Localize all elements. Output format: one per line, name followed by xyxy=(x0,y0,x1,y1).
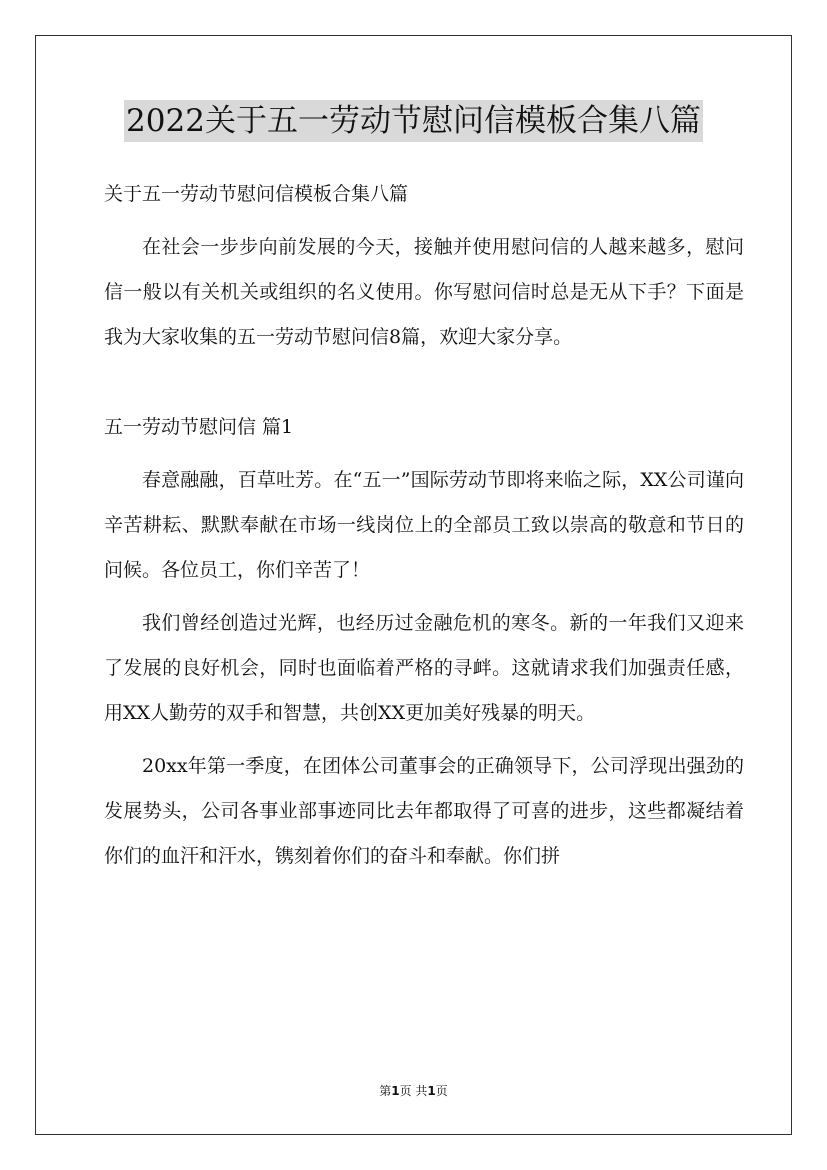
page-footer xyxy=(0,1082,827,1099)
body-paragraph-1: 春意融融，百草吐芳。在“五一”国际劳动节即将来临之际，XX公司谨向辛苦耕耘、默默奉献在市场一线岗位上的全部员工致以崇高的敬意和节日的问候。各位员工，你们辛苦了！ xyxy=(104,469,744,581)
intro-paragraph: 在社会一步步向前发展的今天，接触并使用慰问信的人越来越多，慰问信一般以有关机关或组织的名义使用。你写慰问信时总是无从下手？下面是我为大家收集的五一劳动节慰问信8篇，欢迎大家分享。 xyxy=(104,236,744,348)
footer-suffix: 页 xyxy=(435,1084,448,1098)
title-container xyxy=(0,100,827,142)
footer-page-current: 1 xyxy=(391,1084,400,1098)
footer-page-total: 1 xyxy=(427,1084,436,1098)
footer-prefix: 第 xyxy=(379,1084,392,1098)
footer-mid: 页 共 xyxy=(399,1084,428,1098)
document-subtitle: 关于五一劳动节慰问信模板合集八篇 xyxy=(104,183,409,205)
body-paragraph-3: 20xx年第一季度，在团体公司董事会的正确领导下，公司浮现出强劲的发展势头，公司各事业部事迹同比去年都取得了可喜的进步，这些都凝结着你们的血汗和汗水，镌刻着你们的奋斗和奉献。你们拼 xyxy=(104,755,744,867)
section-heading: 五一劳动节慰问信 篇1 xyxy=(104,416,294,438)
document-body xyxy=(104,172,744,879)
document-title: 2022关于五一劳动节慰问信模板合集八篇 xyxy=(124,100,703,142)
body-paragraph-2: 我们曾经创造过光辉，也经历过金融危机的寒冬。新的一年我们又迎来了发展的良好机会，同时也面临着严格的寻衅。这就请求我们加强责任感，用XX人勤劳的双手和智慧，共创XX更加美好残暴的明天。 xyxy=(104,612,744,724)
